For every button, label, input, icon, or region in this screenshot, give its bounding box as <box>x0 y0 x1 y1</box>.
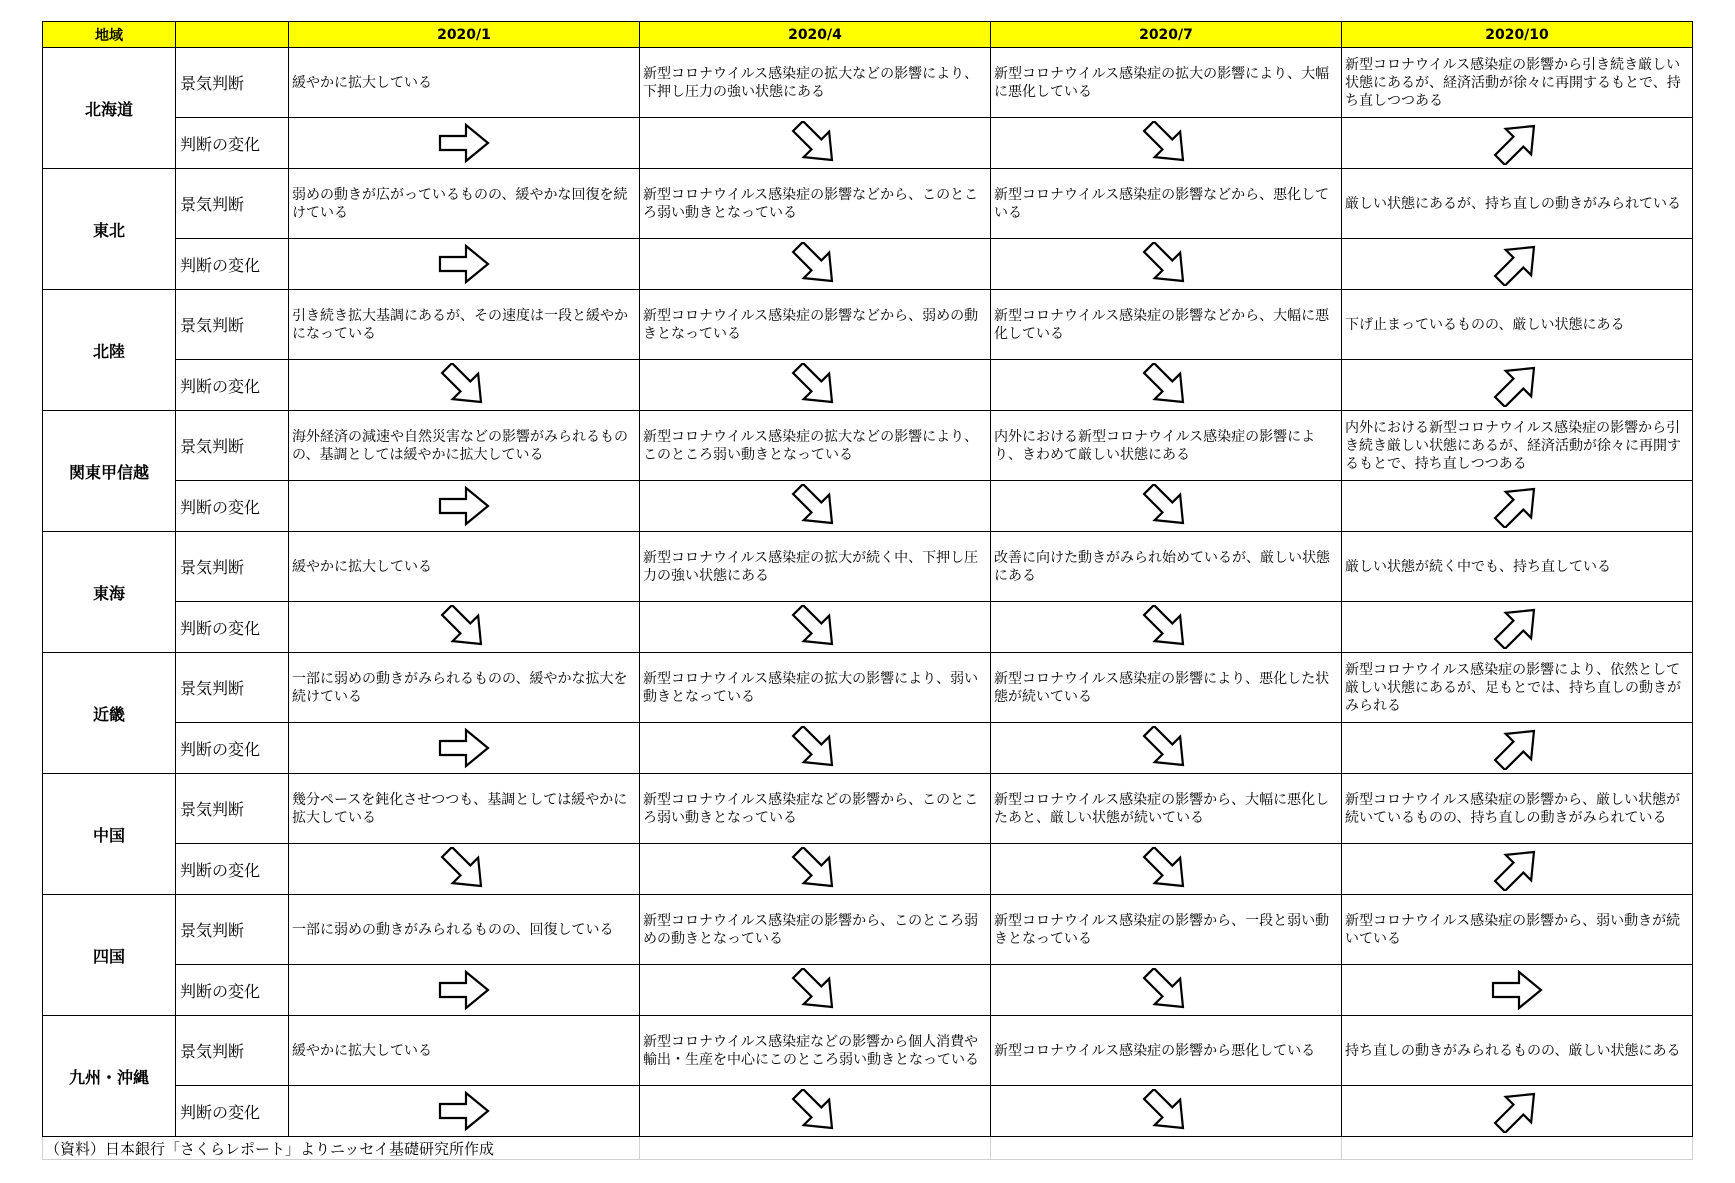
down-right-arrow-icon <box>1138 242 1194 286</box>
right-arrow-icon <box>436 968 492 1012</box>
up-right-arrow-icon <box>1489 605 1545 649</box>
change-cell <box>289 1086 640 1137</box>
change-cell <box>289 602 640 653</box>
judgment-cell: 新型コロナウイルス感染症の影響から引き続き厳しい状態にあるが、経済活動が徐々に再開するもとで、持ち直しつつある <box>1342 48 1693 118</box>
down-right-arrow-icon <box>787 726 843 770</box>
change-cell <box>1342 844 1693 895</box>
row-label-judgment: 景気判断 <box>176 653 289 723</box>
change-cell <box>1342 602 1693 653</box>
down-right-arrow-icon <box>1138 121 1194 165</box>
region-name: 四国 <box>43 895 176 1016</box>
right-arrow-icon <box>436 121 492 165</box>
change-cell <box>991 481 1342 532</box>
region-change-row <box>43 723 1693 774</box>
region-judgment-row <box>43 169 1693 239</box>
change-cell <box>640 481 991 532</box>
source-row <box>43 1137 1693 1160</box>
judgment-cell: 緩やかに拡大している <box>289 48 640 118</box>
judgment-cell: 新型コロナウイルス感染症の影響から悪化している <box>991 1016 1342 1086</box>
change-cell <box>991 965 1342 1016</box>
down-right-arrow-icon <box>1138 363 1194 407</box>
row-label-judgment: 景気判断 <box>176 411 289 481</box>
change-cell <box>289 118 640 169</box>
change-cell <box>991 360 1342 411</box>
down-right-arrow-icon <box>787 847 843 891</box>
region-name: 九州・沖縄 <box>43 1016 176 1137</box>
empty-cell <box>640 1137 991 1160</box>
judgment-cell: 新型コロナウイルス感染症の拡大の影響により、弱い動きとなっている <box>640 653 991 723</box>
change-cell <box>640 1086 991 1137</box>
region-name: 北陸 <box>43 290 176 411</box>
judgment-cell: 新型コロナウイルス感染症の影響などから、このところ弱い動きとなっている <box>640 169 991 239</box>
region-name: 東北 <box>43 169 176 290</box>
change-cell <box>1342 118 1693 169</box>
judgment-cell: 新型コロナウイルス感染症の影響などから、弱めの動きとなっている <box>640 290 991 360</box>
judgment-cell: 新型コロナウイルス感染症の拡大などの影響により、下押し圧力の強い状態にある <box>640 48 991 118</box>
judgment-cell: 新型コロナウイルス感染症の影響により、悪化した状態が続いている <box>991 653 1342 723</box>
judgment-cell: 下げ止まっているものの、厳しい状態にある <box>1342 290 1693 360</box>
judgment-cell: 新型コロナウイルス感染症の影響などから、大幅に悪化している <box>991 290 1342 360</box>
row-label-change: 判断の変化 <box>176 239 289 290</box>
down-right-arrow-icon <box>787 121 843 165</box>
change-cell <box>1342 481 1693 532</box>
change-cell <box>289 360 640 411</box>
change-cell <box>991 1086 1342 1137</box>
region-change-row <box>43 1086 1693 1137</box>
region-judgment-row <box>43 411 1693 481</box>
down-right-arrow-icon <box>787 968 843 1012</box>
change-cell <box>640 239 991 290</box>
source-note: （資料）日本銀行「さくらレポート」よりニッセイ基礎研究所作成 <box>43 1137 640 1160</box>
down-right-arrow-icon <box>1138 847 1194 891</box>
header-period-2020-4: 2020/4 <box>640 22 991 48</box>
change-cell <box>1342 239 1693 290</box>
judgment-cell: 内外における新型コロナウイルス感染症の影響から引き続き厳しい状態にあるが、経済活動が徐々に再開するもとで、持ち直しつつある <box>1342 411 1693 481</box>
row-label-judgment: 景気判断 <box>176 774 289 844</box>
up-right-arrow-icon <box>1489 484 1545 528</box>
down-right-arrow-icon <box>436 363 492 407</box>
judgment-cell: 緩やかに拡大している <box>289 1016 640 1086</box>
region-change-row <box>43 360 1693 411</box>
change-cell <box>640 118 991 169</box>
up-right-arrow-icon <box>1489 1089 1545 1133</box>
region-judgment-row <box>43 1016 1693 1086</box>
judgment-cell: 新型コロナウイルス感染症などの影響から個人消費や輸出・生産を中心にこのところ弱い動きとなっている <box>640 1016 991 1086</box>
row-label-judgment: 景気判断 <box>176 169 289 239</box>
change-cell <box>1342 360 1693 411</box>
judgment-cell: 新型コロナウイルス感染症の拡大が続く中、下押し圧力の強い状態にある <box>640 532 991 602</box>
region-name: 北海道 <box>43 48 176 169</box>
row-label-change: 判断の変化 <box>176 1086 289 1137</box>
change-cell <box>991 723 1342 774</box>
change-cell <box>640 360 991 411</box>
down-right-arrow-icon <box>436 605 492 649</box>
down-right-arrow-icon <box>787 484 843 528</box>
header-period-2020-7: 2020/7 <box>991 22 1342 48</box>
judgment-cell: 新型コロナウイルス感染症の影響により、依然として厳しい状態にあるが、足もとでは、持ち直しの動きがみられる <box>1342 653 1693 723</box>
change-cell <box>1342 1086 1693 1137</box>
region-judgment-row <box>43 290 1693 360</box>
header-blank <box>176 22 289 48</box>
row-label-judgment: 景気判断 <box>176 290 289 360</box>
judgment-cell: 新型コロナウイルス感染症の影響から、大幅に悪化したあと、厳しい状態が続いている <box>991 774 1342 844</box>
right-arrow-icon <box>1489 968 1545 1012</box>
row-label-change: 判断の変化 <box>176 118 289 169</box>
row-label-change: 判断の変化 <box>176 481 289 532</box>
header-period-2020-1: 2020/1 <box>289 22 640 48</box>
region-name: 東海 <box>43 532 176 653</box>
row-label-change: 判断の変化 <box>176 723 289 774</box>
judgment-cell: 新型コロナウイルス感染症の影響から、一段と弱い動きとなっている <box>991 895 1342 965</box>
right-arrow-icon <box>436 242 492 286</box>
row-label-change: 判断の変化 <box>176 844 289 895</box>
down-right-arrow-icon <box>1138 605 1194 649</box>
change-cell <box>1342 723 1693 774</box>
judgment-cell: 新型コロナウイルス感染症の影響から、厳しい状態が続いているものの、持ち直しの動きがみられている <box>1342 774 1693 844</box>
change-cell <box>289 481 640 532</box>
down-right-arrow-icon <box>787 605 843 649</box>
row-label-change: 判断の変化 <box>176 965 289 1016</box>
region-change-row <box>43 481 1693 532</box>
judgment-cell: 新型コロナウイルス感染症などの影響から、このところ弱い動きとなっている <box>640 774 991 844</box>
change-cell <box>289 723 640 774</box>
judgment-cell: 海外経済の減速や自然災害などの影響がみられるものの、基調としては緩やかに拡大している <box>289 411 640 481</box>
down-right-arrow-icon <box>1138 1089 1194 1133</box>
region-name: 中国 <box>43 774 176 895</box>
judgment-cell: 厳しい状態が続く中でも、持ち直している <box>1342 532 1693 602</box>
judgment-cell: 新型コロナウイルス感染症の影響から、このところ弱めの動きとなっている <box>640 895 991 965</box>
change-cell <box>289 239 640 290</box>
judgment-cell: 引き続き拡大基調にあるが、その速度は一段と緩やかになっている <box>289 290 640 360</box>
up-right-arrow-icon <box>1489 726 1545 770</box>
change-cell <box>991 844 1342 895</box>
region-judgment-row <box>43 653 1693 723</box>
region-name: 近畿 <box>43 653 176 774</box>
up-right-arrow-icon <box>1489 121 1545 165</box>
right-arrow-icon <box>436 1089 492 1133</box>
region-judgment-row <box>43 532 1693 602</box>
judgment-cell: 新型コロナウイルス感染症の影響から、弱い動きが続いている <box>1342 895 1693 965</box>
header-period-2020-10: 2020/10 <box>1342 22 1693 48</box>
up-right-arrow-icon <box>1489 363 1545 407</box>
down-right-arrow-icon <box>1138 968 1194 1012</box>
change-cell <box>640 602 991 653</box>
change-cell <box>991 602 1342 653</box>
region-change-row <box>43 965 1693 1016</box>
change-cell <box>991 239 1342 290</box>
judgment-cell: 改善に向けた動きがみられ始めているが、厳しい状態にある <box>991 532 1342 602</box>
region-judgment-row <box>43 48 1693 118</box>
change-cell <box>289 965 640 1016</box>
region-change-row <box>43 602 1693 653</box>
up-right-arrow-icon <box>1489 847 1545 891</box>
change-cell <box>1342 965 1693 1016</box>
right-arrow-icon <box>436 726 492 770</box>
row-label-judgment: 景気判断 <box>176 532 289 602</box>
row-label-judgment: 景気判断 <box>176 895 289 965</box>
down-right-arrow-icon <box>787 242 843 286</box>
up-right-arrow-icon <box>1489 242 1545 286</box>
down-right-arrow-icon <box>436 847 492 891</box>
judgment-cell: 幾分ペースを鈍化させつつも、基調としては緩やかに拡大している <box>289 774 640 844</box>
judgment-cell: 一部に弱めの動きがみられるものの、緩やかな拡大を続けている <box>289 653 640 723</box>
empty-cell <box>991 1137 1342 1160</box>
judgment-cell: 厳しい状態にあるが、持ち直しの動きがみられている <box>1342 169 1693 239</box>
header-region: 地域 <box>43 22 176 48</box>
judgment-cell: 緩やかに拡大している <box>289 532 640 602</box>
down-right-arrow-icon <box>787 1089 843 1133</box>
judgment-cell: 新型コロナウイルス感染症の拡大などの影響により、このところ弱い動きとなっている <box>640 411 991 481</box>
change-cell <box>640 723 991 774</box>
judgment-cell: 弱めの動きが広がっているものの、緩やかな回復を続けている <box>289 169 640 239</box>
change-cell <box>991 118 1342 169</box>
region-judgment-row <box>43 774 1693 844</box>
judgment-cell: 一部に弱めの動きがみられるものの、回復している <box>289 895 640 965</box>
judgment-cell: 持ち直しの動きがみられるものの、厳しい状態にある <box>1342 1016 1693 1086</box>
region-judgment-row <box>43 895 1693 965</box>
region-change-row <box>43 844 1693 895</box>
change-cell <box>640 965 991 1016</box>
region-change-row <box>43 239 1693 290</box>
row-label-judgment: 景気判断 <box>176 1016 289 1086</box>
change-cell <box>289 844 640 895</box>
right-arrow-icon <box>436 484 492 528</box>
region-change-row <box>43 118 1693 169</box>
judgment-cell: 内外における新型コロナウイルス感染症の影響により、きわめて厳しい状態にある <box>991 411 1342 481</box>
down-right-arrow-icon <box>1138 726 1194 770</box>
row-label-change: 判断の変化 <box>176 360 289 411</box>
down-right-arrow-icon <box>787 363 843 407</box>
row-label-judgment: 景気判断 <box>176 48 289 118</box>
judgment-cell: 新型コロナウイルス感染症の影響などから、悪化している <box>991 169 1342 239</box>
region-name: 関東甲信越 <box>43 411 176 532</box>
judgment-cell: 新型コロナウイルス感染症の拡大の影響により、大幅に悪化している <box>991 48 1342 118</box>
down-right-arrow-icon <box>1138 484 1194 528</box>
regional-economy-table <box>42 21 1693 1160</box>
row-label-change: 判断の変化 <box>176 602 289 653</box>
change-cell <box>640 844 991 895</box>
header-row <box>43 22 1693 48</box>
empty-cell <box>1342 1137 1693 1160</box>
